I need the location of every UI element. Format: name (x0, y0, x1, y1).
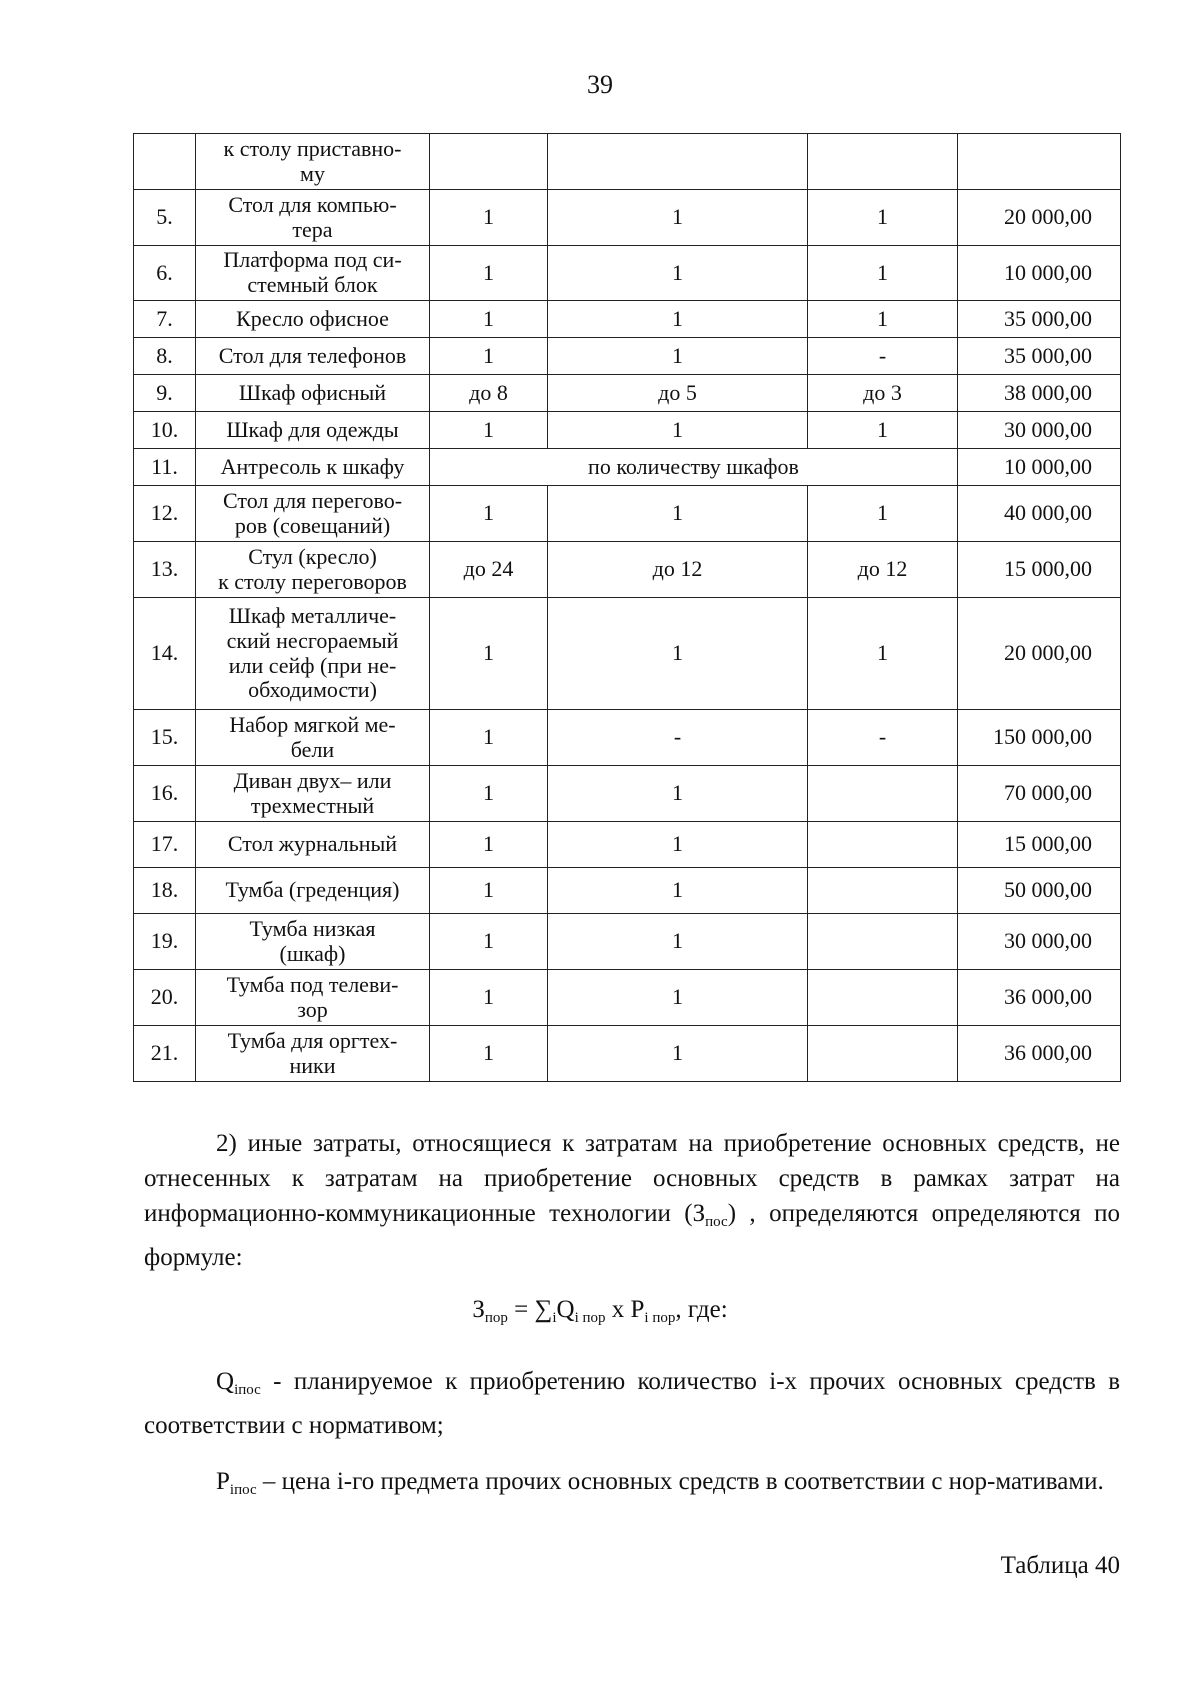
item-name (196, 301, 430, 338)
row-number: 6. (134, 246, 196, 301)
item-name (196, 822, 430, 868)
page-number: 39 (587, 70, 613, 99)
item-name-line: Диван двух– или (233, 767, 392, 793)
table-row (134, 301, 1121, 338)
item-name-line: (шкаф) (279, 940, 346, 966)
row-number: 11. (134, 449, 196, 486)
paragraph-other-costs (144, 1126, 1120, 1275)
item-name (196, 970, 430, 1026)
item-name-line: Шкаф для одежды (226, 416, 399, 442)
quantity-1: 1 (430, 868, 548, 914)
row-number: 12. (134, 486, 196, 542)
item-name-line: Платформа под си- (223, 247, 402, 273)
item-name-line: Стол для телефонов (218, 342, 407, 368)
definition-q (144, 1364, 1120, 1443)
table-row (134, 822, 1121, 868)
quantity-2 (548, 134, 808, 190)
row-number: 17. (134, 822, 196, 868)
quantity-2: 1 (548, 914, 808, 970)
quantity-3 (808, 970, 958, 1026)
item-name-line: ский несгораемый (226, 627, 399, 653)
item-name-line: к столу приставно- (223, 135, 402, 161)
definition-p-symbol: P (216, 1468, 230, 1495)
item-name-line: или сейф (при не- (228, 652, 397, 678)
item-name (196, 1026, 430, 1082)
quantity-3: 1 (808, 190, 958, 246)
price: 38 000,00 (958, 375, 1121, 412)
item-name-line: Тумба для оргтех- (227, 1027, 398, 1053)
definition-p (144, 1464, 1120, 1508)
item-name-line: тера (292, 216, 333, 242)
quantity-3: 1 (808, 598, 958, 710)
formula-lhs-subscript: пор (484, 1310, 508, 1326)
quantity-2: 1 (548, 301, 808, 338)
row-number: 21. (134, 1026, 196, 1082)
item-name-line: Шкаф офисный (238, 379, 387, 405)
quantity-3: 1 (808, 412, 958, 449)
item-name (196, 246, 430, 301)
item-name-line: Стол для перегово- (222, 487, 403, 513)
quantity-3: 1 (808, 246, 958, 301)
price: 15 000,00 (958, 542, 1121, 598)
item-name (196, 375, 430, 412)
price: 36 000,00 (958, 1026, 1121, 1082)
item-name (196, 914, 430, 970)
formula-tail: , где: (675, 1296, 728, 1323)
quantity-2: 1 (548, 598, 808, 710)
formula-p-subscript: i пор (644, 1310, 676, 1326)
definition-p-text: – цена i-го предмета прочих основных средств в соответствии с нор-мативами. (256, 1468, 1104, 1495)
quantity-2: 1 (548, 868, 808, 914)
quantity-1: 1 (430, 301, 548, 338)
quantity-2: до 12 (548, 542, 808, 598)
merged-quantity: по количеству шкафов (430, 449, 958, 486)
row-number: 14. (134, 598, 196, 710)
row-number: 20. (134, 970, 196, 1026)
price: 150 000,00 (958, 710, 1121, 766)
item-name-line: обходимости) (248, 677, 377, 703)
quantity-3 (808, 1026, 958, 1082)
quantity-3: 1 (808, 301, 958, 338)
table-row (134, 868, 1121, 914)
price: 20 000,00 (958, 190, 1121, 246)
row-number: 13. (134, 542, 196, 598)
price: 30 000,00 (958, 914, 1121, 970)
quantity-1: 1 (430, 1026, 548, 1082)
quantity-3 (808, 822, 958, 868)
table-row (134, 134, 1121, 190)
table-row (134, 710, 1121, 766)
table-row (134, 914, 1121, 970)
item-name (196, 449, 430, 486)
table-row (134, 766, 1121, 822)
item-name-line: Стул (кресло) (248, 543, 377, 569)
item-name-line: бели (290, 736, 335, 762)
item-name (196, 710, 430, 766)
table-row (134, 598, 1121, 710)
item-name-line: Набор мягкой ме- (229, 711, 396, 737)
quantity-1: до 8 (430, 375, 548, 412)
paragraph-text-end: ) , определяются определяются по формуле: (144, 1200, 1120, 1271)
table-row (134, 542, 1121, 598)
quantity-2: 1 (548, 1026, 808, 1082)
quantity-1: 1 (430, 970, 548, 1026)
quantity-3: до 3 (808, 375, 958, 412)
quantity-2: 1 (548, 822, 808, 868)
price: 40 000,00 (958, 486, 1121, 542)
price: 10 000,00 (958, 449, 1121, 486)
quantity-3: - (808, 338, 958, 375)
item-name (196, 766, 430, 822)
quantity-3 (808, 134, 958, 190)
price: 30 000,00 (958, 412, 1121, 449)
paragraph-text: 2) иные затраты, относящиеся к затратам на приобретение основных средств, не отнесенных к затратам на приобретение основных средств в рамках затрат на информационно-коммуникационные технологии (З (144, 1130, 1120, 1227)
quantity-3: - (808, 710, 958, 766)
quantity-3: 1 (808, 486, 958, 542)
quantity-1: 1 (430, 486, 548, 542)
table-row (134, 1026, 1121, 1082)
row-number: 19. (134, 914, 196, 970)
item-name (196, 338, 430, 375)
price: 70 000,00 (958, 766, 1121, 822)
item-name-line: му (300, 160, 325, 186)
definition-q-text: - планируемое к приобретению количество i-х прочих основных средств в соответствии с нормативом; (144, 1368, 1120, 1439)
item-name (196, 542, 430, 598)
formula-q: Q (556, 1296, 575, 1323)
item-name-line: Тумба под телеви- (226, 971, 399, 997)
quantity-1: 1 (430, 190, 548, 246)
quantity-2: 1 (548, 766, 808, 822)
quantity-2: 1 (548, 412, 808, 449)
quantity-1: 1 (430, 598, 548, 710)
row-number: 18. (134, 868, 196, 914)
quantity-1: 1 (430, 246, 548, 301)
row-number: 9. (134, 375, 196, 412)
quantity-2: 1 (548, 190, 808, 246)
quantity-2: до 5 (548, 375, 808, 412)
item-name-line: Стол для компью- (228, 191, 397, 217)
paragraph-subscript: пос (705, 1214, 728, 1230)
quantity-1: 1 (430, 766, 548, 822)
definition-p-subscript: iпос (229, 1482, 257, 1498)
item-name-line: зор (297, 996, 328, 1022)
row-number: 8. (134, 338, 196, 375)
item-name (196, 134, 430, 190)
row-number (134, 134, 196, 190)
price: 36 000,00 (958, 970, 1121, 1026)
price: 10 000,00 (958, 246, 1121, 301)
table-row (134, 375, 1121, 412)
formula-multiply-p: х P (605, 1296, 645, 1323)
item-name (196, 868, 430, 914)
item-name-line: ров (совещаний) (234, 512, 391, 538)
quantity-3 (808, 766, 958, 822)
quantity-1: до 24 (430, 542, 548, 598)
quantity-2: 1 (548, 486, 808, 542)
row-number: 7. (134, 301, 196, 338)
table-row (134, 190, 1121, 246)
quantity-2: 1 (548, 246, 808, 301)
quantity-2: 1 (548, 338, 808, 375)
definition-q-subscript: iпос (234, 1382, 261, 1398)
quantity-2: - (548, 710, 808, 766)
item-name-line: трехместный (250, 792, 375, 818)
table-caption: Таблица 40 (1000, 1552, 1120, 1579)
quantity-3 (808, 914, 958, 970)
price: 50 000,00 (958, 868, 1121, 914)
item-name-line: к столу переговоров (218, 568, 407, 594)
quantity-3: до 12 (808, 542, 958, 598)
price (958, 134, 1121, 190)
quantity-3 (808, 868, 958, 914)
table-row (134, 412, 1121, 449)
item-name-line: Стол журнальный (227, 831, 398, 857)
formula (0, 1296, 1200, 1327)
table-row (134, 338, 1121, 375)
price: 35 000,00 (958, 338, 1121, 375)
item-name-line: Тумба (греденция) (225, 877, 400, 903)
table-row (134, 486, 1121, 542)
item-name (196, 598, 430, 710)
quantity-1: 1 (430, 822, 548, 868)
item-name (196, 486, 430, 542)
formula-sum-subscript: i (552, 1310, 557, 1326)
item-name (196, 412, 430, 449)
quantity-1: 1 (430, 412, 548, 449)
table-row (134, 970, 1121, 1026)
item-name-line: Шкаф металличе- (228, 603, 397, 629)
quantity-2: 1 (548, 970, 808, 1026)
formula-q-subscript: i пор (574, 1310, 606, 1326)
row-number: 10. (134, 412, 196, 449)
quantity-1: 1 (430, 710, 548, 766)
furniture-table (133, 133, 1121, 1082)
item-name (196, 190, 430, 246)
quantity-1: 1 (430, 914, 548, 970)
item-name-line: Тумба низкая (249, 915, 376, 941)
price: 35 000,00 (958, 301, 1121, 338)
item-name-line: стемный блок (247, 272, 378, 297)
row-number: 16. (134, 766, 196, 822)
quantity-1: 1 (430, 338, 548, 375)
definition-q-symbol: Q (216, 1368, 235, 1395)
formula-lhs: З (472, 1296, 485, 1323)
table-row (134, 246, 1121, 301)
item-name-line: ники (289, 1052, 336, 1078)
price: 20 000,00 (958, 598, 1121, 710)
price: 15 000,00 (958, 822, 1121, 868)
item-name-line: Антресоль к шкафу (220, 453, 405, 479)
item-name-line: Кресло офисное (236, 305, 389, 331)
row-number: 15. (134, 710, 196, 766)
row-number: 5. (134, 190, 196, 246)
table-row (134, 449, 1121, 486)
formula-sum-sign: = ∑ (507, 1296, 553, 1323)
quantity-1 (430, 134, 548, 190)
